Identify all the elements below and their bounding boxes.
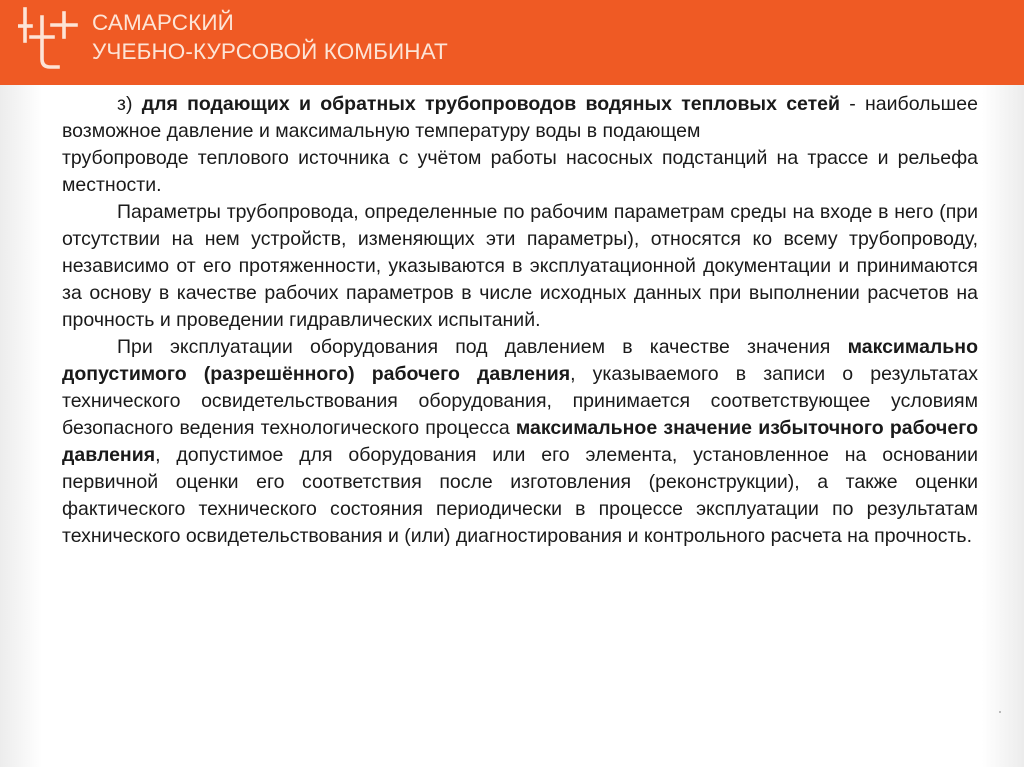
decorative-dot <box>999 711 1001 713</box>
paragraph-3 <box>62 334 978 550</box>
brand-title <box>92 8 448 66</box>
body-text <box>62 91 978 550</box>
t-plus-logo-icon <box>18 7 80 71</box>
brand-line-2: УЧЕБНО-КУРСОВОЙ КОМБИНАТ <box>92 39 448 64</box>
p3-text-b: , указываемого в записи о результатах технического освидетельствования оборудования, принимается соответствующее условиям безопасного ведения технологического процесса <box>62 363 979 439</box>
p3-bold-1: максимально допустимого (разрешённого) рабочего давления <box>62 336 978 385</box>
p1-prefix: з) <box>117 93 142 115</box>
header-bar <box>0 0 1024 85</box>
p3-bold-2: максимальное значение избыточного рабочего давления <box>62 417 978 466</box>
p1-rest-b: трубопроводе теплового источника с учётом работы насосных подстанций на трассе и рельефа местности. <box>62 147 978 196</box>
p3-text-c: , допустимое для оборудования или его элемента, установленное на основании первичной оценки его соответствия после изготовления (реконструкции), а также оценки фактического технического состояния периодически в процессе эксплуатации по результатам технического освидетельствования и (или) диагностирования и контрольного расчета на прочность. <box>62 444 978 547</box>
p1-rest-a: - наибольшее возможное давление и максимальную температуру воды в подающем <box>62 93 978 142</box>
brand-line-1: САМАРСКИЙ <box>92 10 234 35</box>
paragraph-1 <box>62 91 978 199</box>
p3-text-a: При эксплуатации оборудования под давлением в качестве значения <box>117 336 848 358</box>
paragraph-2: Параметры трубопровода, определенные по рабочим параметрам среды на входе в него (при отсутствии на нем устройств, изменяющих эти параметры), относятся ко всему трубопроводу, независимо от его протяженности, указываются в эксплуатационной документации и принимаются за основу в качестве рабочих параметров в числе исходных данных при выполнении расчетов на прочность и проведении гидравлических испытаний. <box>62 201 978 331</box>
p1-bold: для подающих и обратных трубопроводов водяных тепловых сетей <box>141 93 841 115</box>
